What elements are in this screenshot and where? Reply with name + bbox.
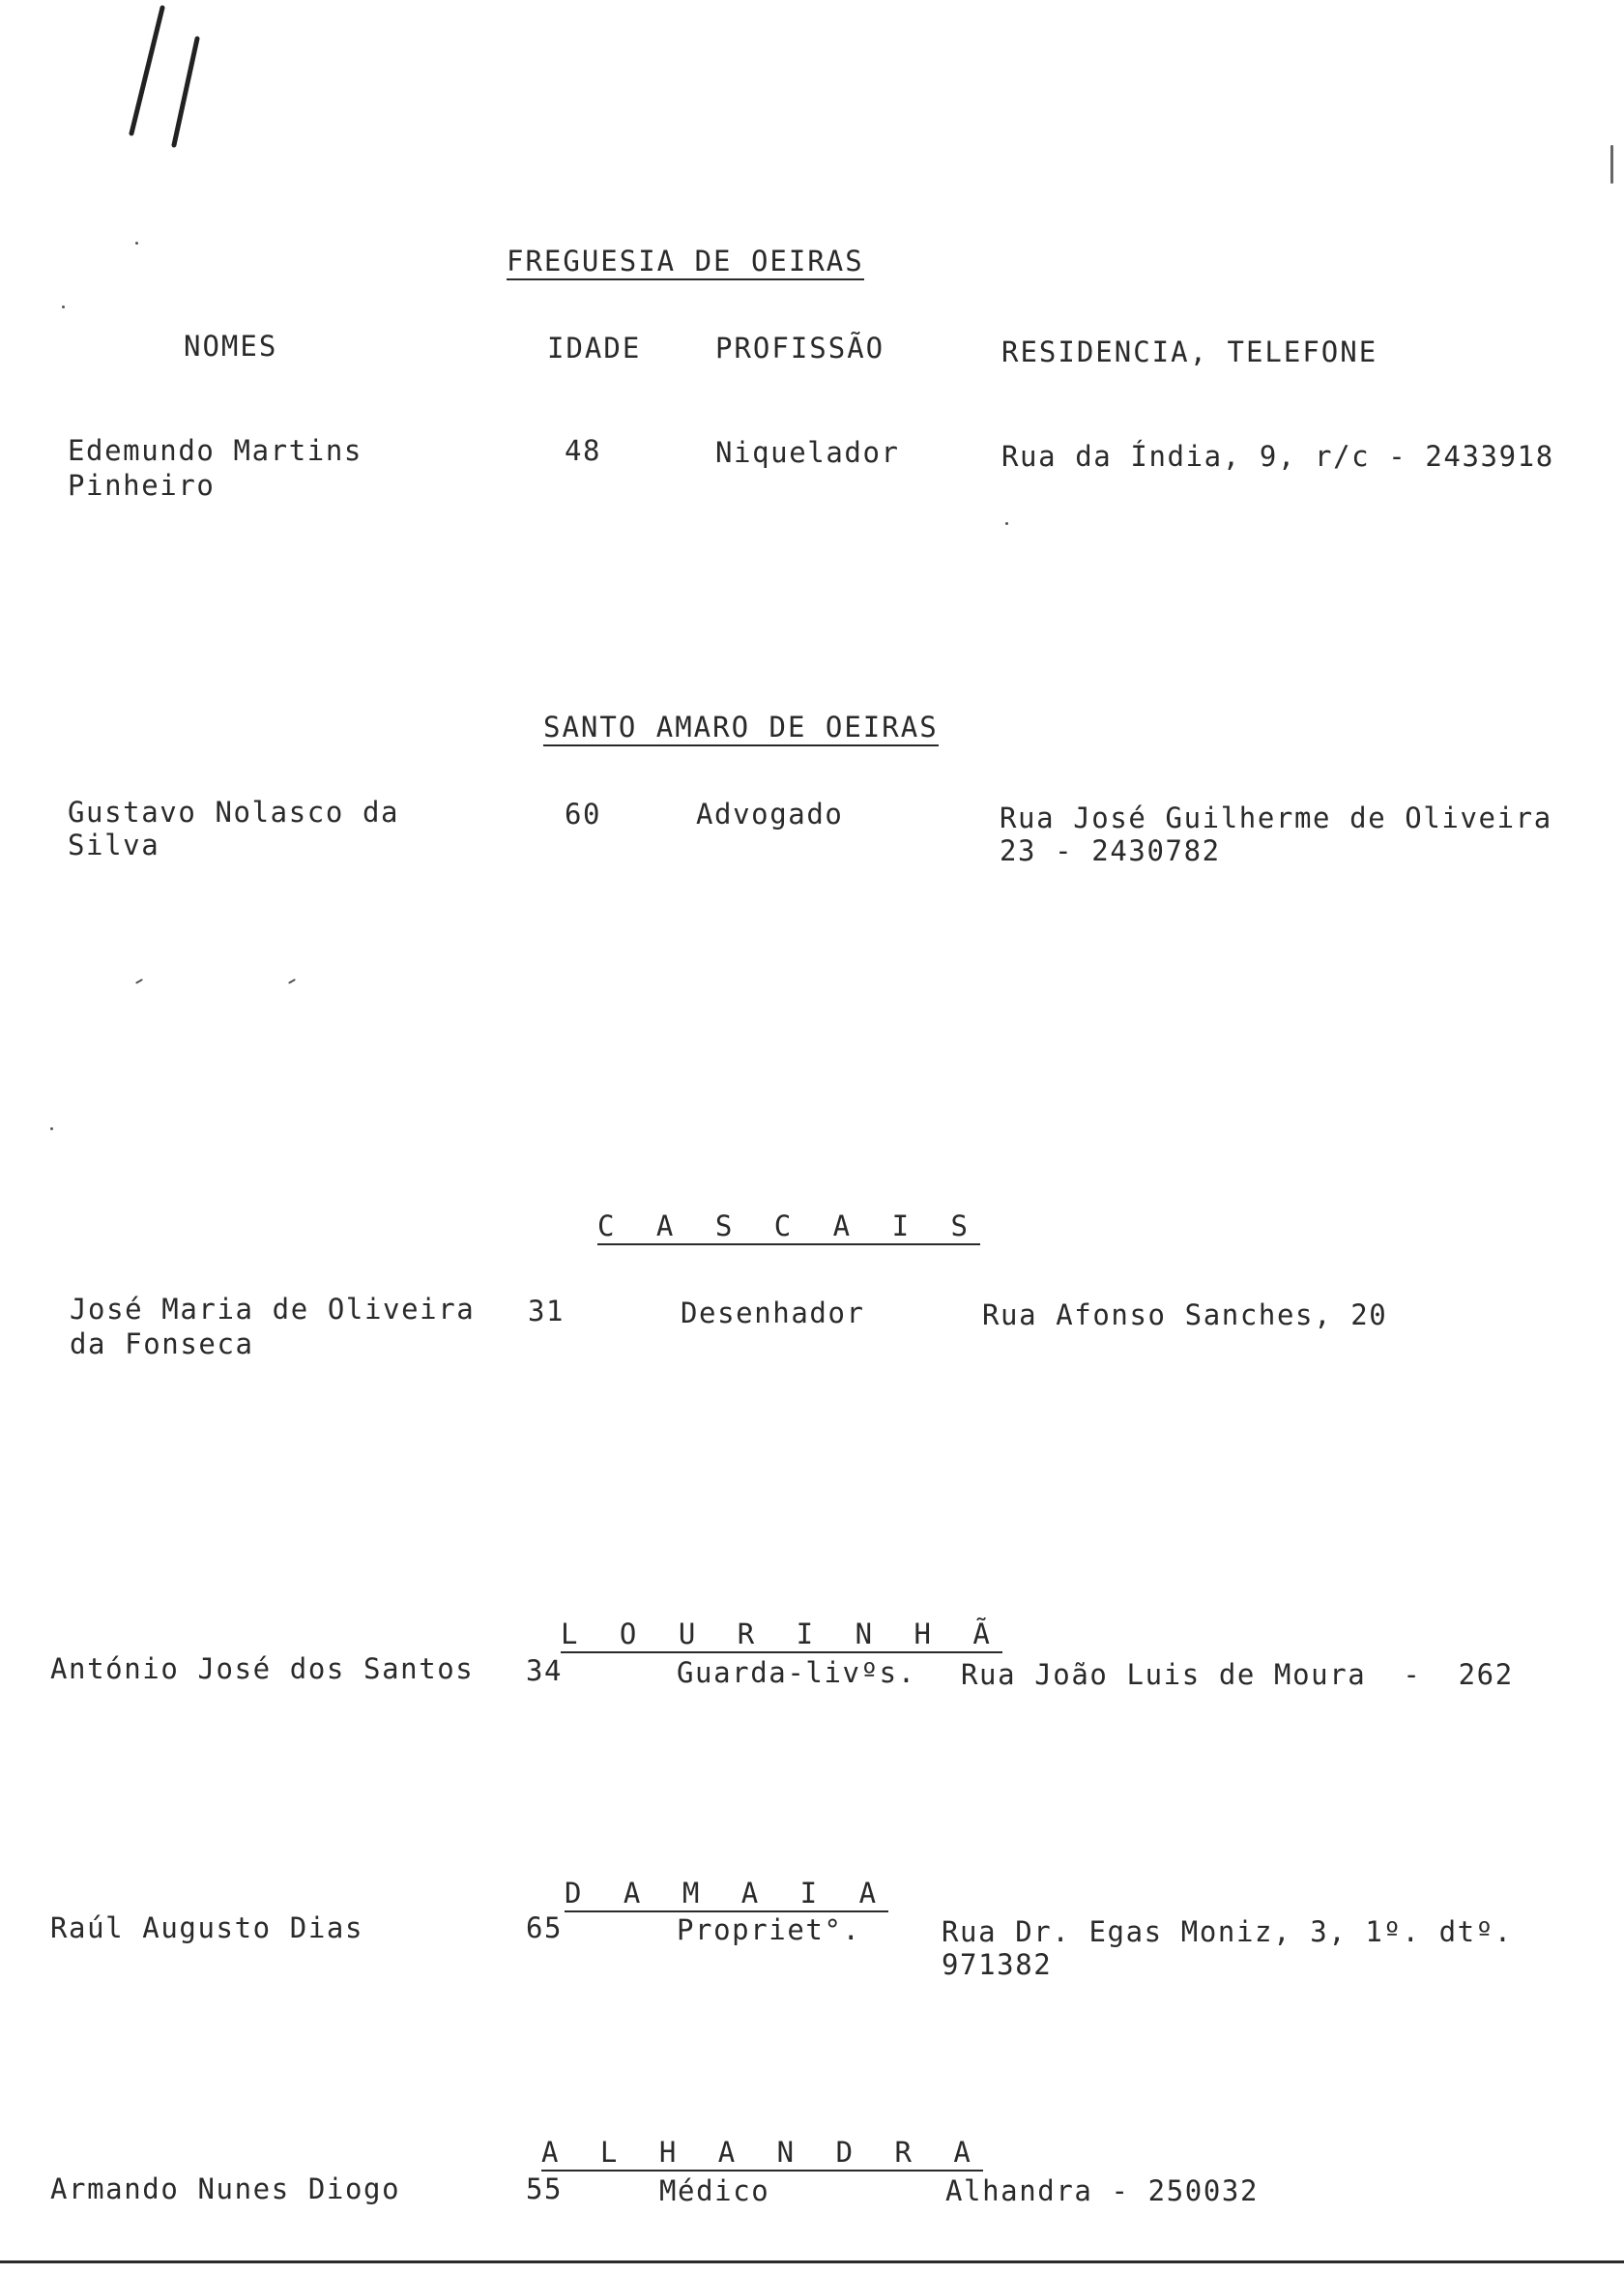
section-title-text: SANTO AMARO DE OEIRAS: [543, 710, 939, 746]
speck: [135, 978, 143, 984]
row-age: 60: [565, 798, 602, 831]
header-nomes: NOMES: [184, 330, 278, 363]
header-residencia: RESIDENCIA, TELEFONE: [1001, 335, 1378, 368]
handwritten-mark: [116, 0, 213, 164]
row-profession: Desenhador: [681, 1297, 865, 1329]
row-name: Gustavo Nolasco da: [68, 796, 400, 829]
row-profession: Propriet°.: [677, 1913, 861, 1946]
row-residence: Rua José Guilherme de Oliveira: [1000, 802, 1552, 834]
header-idade: IDADE: [547, 332, 642, 364]
row-residence: 23 - 2430782: [1000, 834, 1221, 867]
speck: [288, 978, 296, 984]
row-profession: Médico: [659, 2174, 770, 2207]
row-name: José Maria de Oliveira: [70, 1293, 476, 1326]
row-age: 65: [526, 1911, 564, 1944]
row-residence: Rua da Índia, 9, r/c - 2433918: [1001, 440, 1554, 473]
row-residence: 971382: [942, 1948, 1053, 1981]
row-residence: Rua Afonso Sanches, 20: [982, 1298, 1388, 1331]
header-profissao: PROFISSÃO: [715, 332, 885, 364]
row-profession: Advogado: [696, 798, 844, 831]
section-title-damaia: [565, 1806, 888, 1982]
row-age: 31: [528, 1295, 566, 1327]
section-title-santo-amaro: [543, 640, 939, 816]
section-title-text: A L H A N D R A: [541, 2135, 983, 2172]
section-title-freguesia: [507, 174, 864, 350]
row-profession: Niquelador: [715, 436, 900, 469]
row-name: António José dos Santos: [50, 1652, 475, 1685]
section-title-text: C A S C A I S: [597, 1209, 980, 1245]
section-title-text: D A M A I A: [565, 1876, 888, 1912]
bottom-rule: [0, 2260, 1624, 2263]
row-name: Armando Nunes Diogo: [50, 2172, 401, 2205]
section-title-text: L O U R I N H Ã: [561, 1617, 1002, 1653]
speck: [50, 1127, 53, 1130]
row-name: Pinheiro: [68, 469, 216, 502]
row-residence: Rua João Luis de Moura - 262: [961, 1658, 1514, 1691]
section-title-lourinha: [561, 1547, 1002, 1723]
row-name: Silva: [68, 829, 160, 861]
row-age: 48: [565, 434, 602, 467]
row-residence: Alhandra - 250032: [945, 2174, 1260, 2207]
row-profession: Guarda-livºs.: [677, 1656, 916, 1689]
row-name: da Fonseca: [70, 1327, 254, 1360]
row-age: 55: [526, 2172, 564, 2205]
row-residence: Rua Dr. Egas Moniz, 3, 1º. dtº.: [942, 1915, 1513, 1948]
section-title-cascais: [597, 1139, 980, 1315]
row-name: Raúl Augusto Dias: [50, 1911, 364, 1944]
speck: [62, 306, 65, 308]
row-name: Edemundo Martins: [68, 434, 362, 467]
speck: [135, 242, 138, 245]
section-title-text: FREGUESIA DE OEIRAS: [507, 244, 864, 280]
speck: [1610, 145, 1613, 184]
section-title-alhandra: [541, 2065, 983, 2241]
row-age: 34: [526, 1654, 564, 1687]
speck: [1005, 522, 1008, 525]
